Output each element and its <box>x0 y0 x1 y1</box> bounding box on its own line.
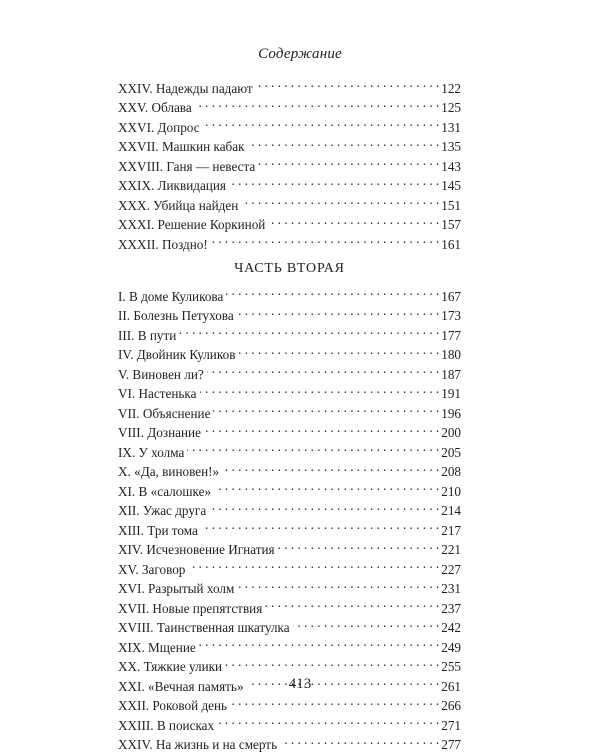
toc-entry-page: 122 <box>441 80 461 96</box>
dot-leader <box>278 535 440 555</box>
toc-entry-title: XVII. Новые препятствия <box>118 600 263 616</box>
dot-leader <box>293 613 440 633</box>
dot-leader <box>203 112 440 132</box>
toc-entry-title: VIII. Дознание <box>118 425 201 440</box>
toc-entry-page: 196 <box>441 405 461 421</box>
toc-entry-title: X. «Да, виновен!» <box>118 464 220 479</box>
toc-entry-page: 249 <box>441 639 461 655</box>
toc-entry-page: 271 <box>441 717 461 733</box>
toc-entry-page: 214 <box>441 503 461 518</box>
toc-entry-title: II. Болезнь Петухова <box>118 308 234 323</box>
toc-entry-page: 125 <box>441 100 461 115</box>
toc-entry-page: 157 <box>441 217 461 232</box>
part-heading: ЧАСТЬ ВТОРАЯ <box>234 261 345 276</box>
dot-leader <box>217 710 439 730</box>
toc-entry-page: 131 <box>441 119 461 135</box>
toc-entry-title: XXVII. Машкин кабак <box>118 139 245 154</box>
toc-entry-title: VI. Настенька <box>118 386 197 401</box>
toc-entry-page: 227 <box>441 561 461 577</box>
dot-leader <box>230 691 439 711</box>
dot-leader <box>229 171 439 191</box>
toc-entry-title: XXVIII. Ганя — невеста <box>118 158 256 174</box>
toc-entry-page: 210 <box>441 483 461 499</box>
dot-leader <box>280 730 439 750</box>
toc-entry-page: 191 <box>441 386 461 401</box>
dot-leader <box>222 457 439 477</box>
toc-entry-title: XIV. Исчезновение Игнатия <box>118 542 275 557</box>
toc-entry-page: 208 <box>441 464 461 479</box>
toc-entry-page: 277 <box>441 737 461 752</box>
dot-leader <box>200 379 440 399</box>
toc-part-one <box>118 73 461 252</box>
toc-entry-title: XXV. Облава <box>118 100 192 115</box>
toc-entry-page: 187 <box>441 366 461 382</box>
dot-leader <box>188 554 439 574</box>
toc-entry-page: 242 <box>441 620 461 635</box>
dot-leader <box>268 210 439 230</box>
dot-leader <box>201 515 439 535</box>
toc-entry-title: XXIX. Ликвидация <box>118 178 226 193</box>
toc-entry-title: XX. Тяжкие улики <box>118 659 223 674</box>
dot-leader <box>238 340 439 360</box>
toc-entry[interactable] <box>118 73 461 96</box>
dot-leader <box>195 93 440 113</box>
dot-leader <box>187 437 439 457</box>
dot-leader <box>211 229 439 249</box>
toc-entry-title: XIX. Мщение <box>118 639 196 655</box>
toc-entry-title: XXI. «Вечная память» <box>118 678 244 694</box>
toc-entry-title: XXIII. В поисках <box>118 717 215 733</box>
toc-entry-title: I. В доме Куликова <box>118 288 224 304</box>
toc-entry-title: IV. Двойник Куликов <box>118 347 236 362</box>
toc-entry-page: 261 <box>441 678 461 694</box>
toc-entry-title: XXXII. Поздно! <box>118 236 208 252</box>
dot-leader <box>213 398 439 418</box>
toc-entry-title: XXXI. Решение Коркиной <box>118 217 266 232</box>
toc-entry-page: 237 <box>441 600 461 616</box>
toc-entry-title: XII. Ужас друга <box>118 503 207 518</box>
toc-entry-page: 200 <box>441 425 461 440</box>
dot-leader <box>226 281 439 301</box>
toc-entry-page: 167 <box>441 288 461 304</box>
toc-entry-title: V. Виновен ли? <box>118 366 204 382</box>
toc-entry-title: XVI. Разрытый холм <box>118 581 235 596</box>
dot-leader <box>256 73 440 93</box>
toc-entry-page: 221 <box>441 542 461 557</box>
toc-entry-page: 161 <box>441 236 461 252</box>
dot-leader <box>209 496 439 516</box>
toc-entry-title: VII. Объяснение <box>118 405 211 421</box>
toc-entry-page: 180 <box>441 347 461 362</box>
dot-leader <box>265 593 439 613</box>
toc-entry-page: 173 <box>441 308 461 323</box>
dot-leader <box>258 151 439 171</box>
toc-entry-title: XV. Заговор <box>118 561 186 577</box>
dot-leader <box>214 476 439 496</box>
dot-leader <box>248 132 440 152</box>
toc-entry-page: 217 <box>441 522 461 538</box>
toc-entry-title: III. В пути <box>118 327 177 343</box>
toc-entry-page: 145 <box>441 178 461 193</box>
dot-leader <box>204 418 439 438</box>
toc-entry-page: 266 <box>441 698 461 713</box>
running-header: Содержание <box>258 46 342 62</box>
toc-entry-page: 231 <box>441 581 461 596</box>
toc-entry-page: 205 <box>441 444 461 460</box>
toc-entry-title: XXX. Убийца найден <box>118 197 239 213</box>
toc-entry-page: 177 <box>441 327 461 343</box>
toc-entry-page: 151 <box>441 197 461 213</box>
toc-entry-title: IX. У холма <box>118 444 185 460</box>
dot-leader <box>225 652 439 672</box>
toc-entry-title: XXVI. Допрос <box>118 119 200 135</box>
toc-entry-page: 255 <box>441 659 461 674</box>
page-number: 413 <box>288 676 312 692</box>
toc-entry-title: XI. В «салошке» <box>118 483 212 499</box>
dot-leader <box>241 190 439 210</box>
dot-leader <box>199 632 439 652</box>
toc-entry[interactable] <box>118 281 461 304</box>
dot-leader <box>179 320 439 340</box>
dot-leader <box>207 359 439 379</box>
toc-entry-title: XVIII. Таинственная шкатулка <box>118 620 290 635</box>
toc-entry-page: 135 <box>441 139 461 154</box>
toc-entry-title: XIII. Три тома <box>118 522 198 538</box>
dot-leader <box>237 574 439 594</box>
toc-entry-title: XXIV. На жизнь и на смерть <box>118 737 278 752</box>
toc-entry-page: 143 <box>441 158 461 174</box>
dot-leader <box>237 301 440 321</box>
toc-entry-title: XXII. Роковой день <box>118 698 228 713</box>
toc-entry-title: XXIV. Надежды падают <box>118 80 253 96</box>
